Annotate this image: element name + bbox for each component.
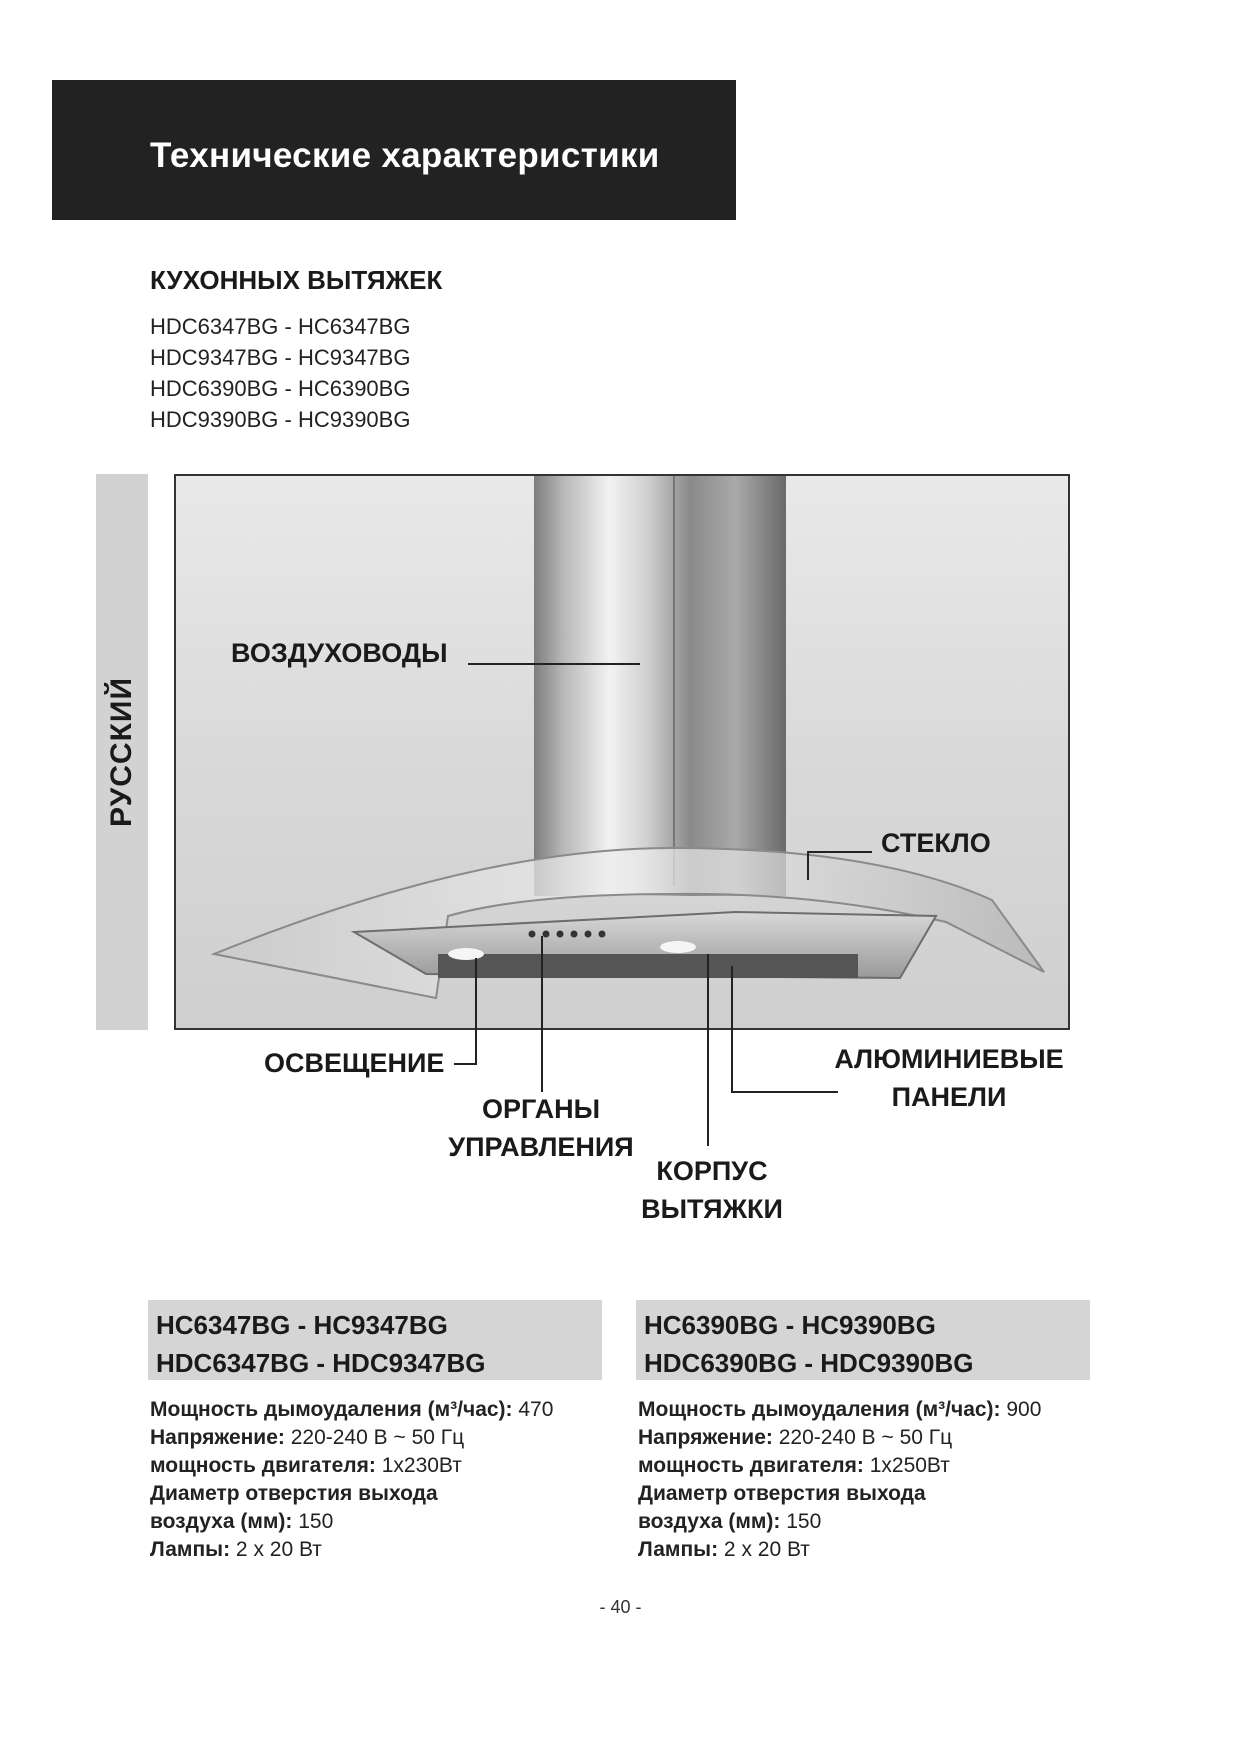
label-controls bbox=[441, 1090, 641, 1166]
model-item: HDC6390BG - HC6390BG bbox=[150, 376, 411, 401]
header-bar bbox=[52, 80, 736, 220]
spec-row: Мощность дымоудаления (м³/час): 900 bbox=[638, 1398, 1042, 1421]
lamp-left bbox=[448, 948, 484, 960]
spec-row: Напряжение: 220-240 В ~ 50 Гц bbox=[638, 1426, 953, 1449]
model-item: HDC9390BG - HC9390BG bbox=[150, 407, 411, 432]
spec-row: воздуха (мм): 150 bbox=[150, 1510, 334, 1533]
spec-row: Диаметр отверстия выхода bbox=[638, 1482, 926, 1505]
lamp-right bbox=[660, 941, 696, 953]
label-lighting: ОСВЕЩЕНИЕ bbox=[264, 1048, 445, 1078]
spec-heading-line: HDC6347BG - HDC9347BG bbox=[156, 1348, 486, 1378]
spec-heading-line: HC6390BG - HC9390BG bbox=[644, 1310, 936, 1340]
subtitle: КУХОННЫХ ВЫТЯЖЕК bbox=[150, 265, 443, 295]
label-controls-line2: УПРАВЛЕНИЯ bbox=[448, 1132, 634, 1162]
range-hood-illustration bbox=[176, 476, 1070, 1030]
label-glass: СТЕКЛО bbox=[881, 828, 991, 858]
label-hood-body-line2: ВЫТЯЖКИ bbox=[641, 1194, 783, 1224]
spec-row: воздуха (мм): 150 bbox=[638, 1510, 822, 1533]
spec-row: Диаметр отверстия выхода bbox=[150, 1482, 438, 1505]
model-item: HDC6347BG - HC6347BG bbox=[150, 314, 411, 339]
spec-row: мощность двигателя: 1x250Вт bbox=[638, 1454, 950, 1477]
spec-heading-line: HDC6390BG - HDC9390BG bbox=[644, 1348, 974, 1378]
spec-heading-left bbox=[148, 1300, 602, 1380]
language-tab-label: РУССКИЙ bbox=[105, 676, 138, 828]
spec-row: Лампы: 2 x 20 Вт bbox=[150, 1538, 322, 1561]
page-title: Технические характеристики bbox=[150, 136, 660, 175]
label-controls-line1: ОРГАНЫ bbox=[481, 1094, 601, 1124]
page-number: - 40 - bbox=[599, 1597, 642, 1617]
model-list bbox=[150, 311, 410, 435]
spec-row: Лампы: 2 x 20 Вт bbox=[638, 1538, 810, 1561]
spec-row: Мощность дымоудаления (м³/час): 470 bbox=[150, 1398, 554, 1421]
label-aluminium-panels-line2: ПАНЕЛИ bbox=[891, 1082, 1007, 1112]
label-aluminium-panels-line1: АЛЮМИНИЕВЫЕ bbox=[834, 1044, 1064, 1074]
spec-heading-right bbox=[636, 1300, 1090, 1380]
spec-heading-line: HC6347BG - HC9347BG bbox=[156, 1310, 448, 1340]
hood-diagram bbox=[174, 474, 1070, 1030]
label-hood-body-line1: КОРПУС bbox=[656, 1156, 768, 1186]
spec-row: мощность двигателя: 1x230Вт bbox=[150, 1454, 462, 1477]
label-hood-body bbox=[632, 1152, 792, 1228]
spec-list-left bbox=[150, 1396, 553, 1564]
language-tab bbox=[96, 474, 148, 1030]
label-aluminium-panels bbox=[828, 1040, 1070, 1116]
model-item: HDC9347BG - HC9347BG bbox=[150, 345, 411, 370]
spec-list-right bbox=[638, 1396, 1041, 1564]
spec-row: Напряжение: 220-240 В ~ 50 Гц bbox=[150, 1426, 465, 1449]
label-ducts: ВОЗДУХОВОДЫ bbox=[231, 638, 448, 668]
filter-panels bbox=[438, 954, 858, 978]
chimney-duct bbox=[534, 476, 786, 896]
